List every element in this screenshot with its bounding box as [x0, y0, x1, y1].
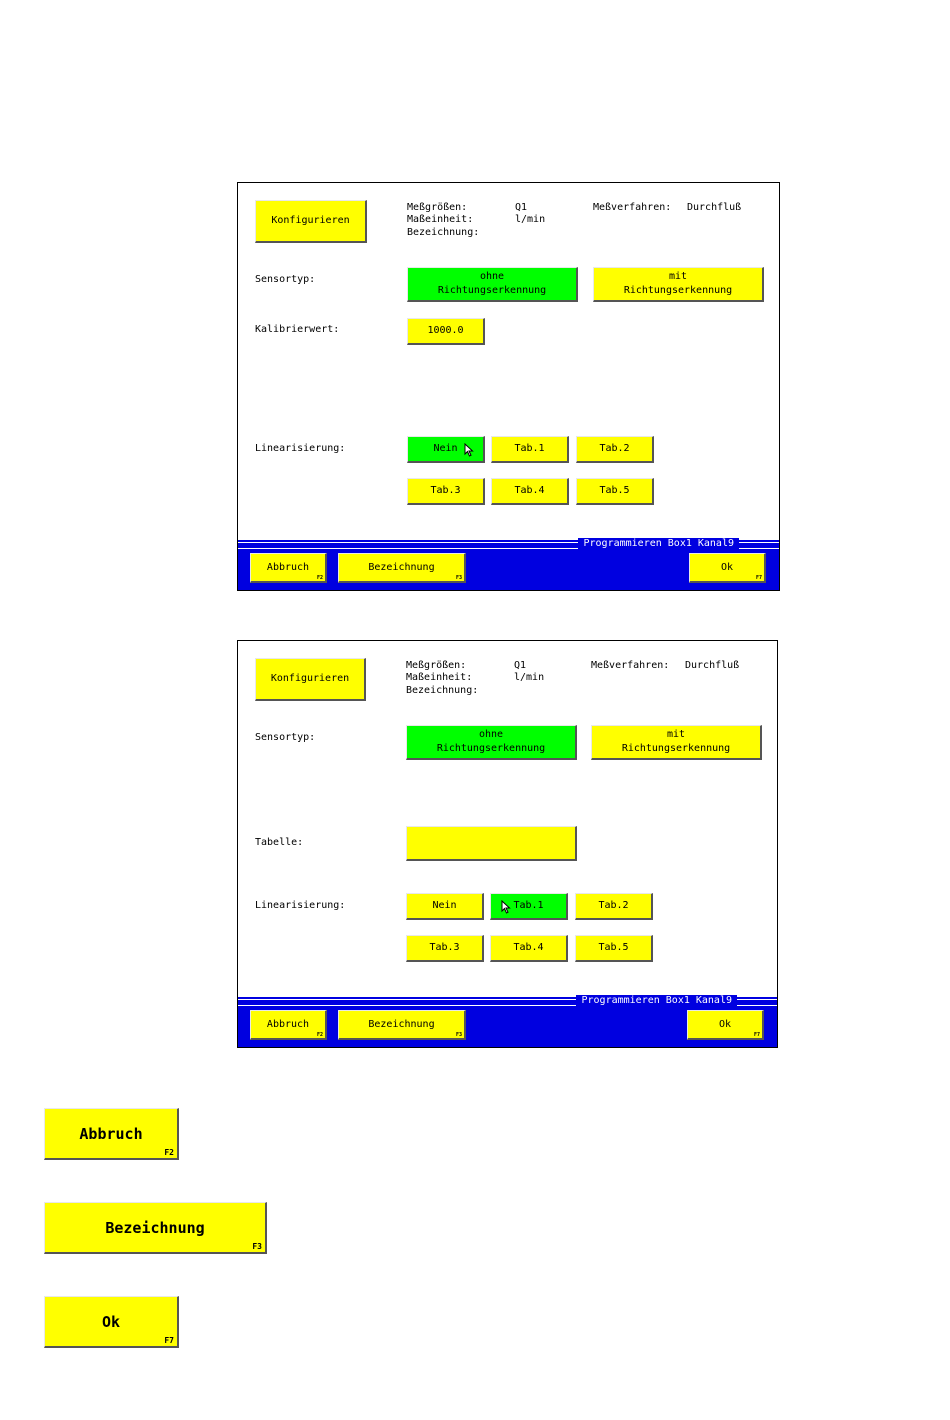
masseinheit-value: l/min [514, 672, 545, 683]
ok-label: Ok [718, 1018, 732, 1030]
sensor-ohne-line1: ohne [479, 271, 505, 282]
kalibrierwert-field[interactable] [407, 318, 485, 345]
mouse-cursor-icon [464, 443, 474, 457]
legend-ok-label: Ok [101, 1312, 121, 1331]
linear-tab2-label: Tab.2 [598, 900, 629, 911]
konfigurieren-button[interactable] [255, 200, 367, 243]
linear-nein-label: Nein [432, 900, 457, 911]
sensor-ohne-richtungserkennung-button[interactable] [406, 725, 577, 760]
linear-nein-label: Nein [433, 443, 458, 454]
abbruch-label: Abbruch [266, 561, 310, 573]
status-bar [238, 997, 777, 1047]
legend-abbruch-key: F2 [164, 1148, 174, 1157]
messverfahren-value: Durchfluß [685, 660, 740, 671]
sensor-mit-line2: Richtungserkennung [623, 285, 733, 296]
screen-kalibrierwert [237, 182, 780, 591]
bezeichnung-info-label: Bezeichnung: [406, 685, 479, 696]
messverfahren-value: Durchfluß [687, 202, 742, 213]
abbruch-button[interactable] [250, 553, 327, 583]
sensor-ohne-line1: ohne [478, 729, 504, 740]
bar-title: Programmieren Box1 Kanal9 [576, 995, 737, 1007]
bezeichnung-button[interactable] [338, 1010, 466, 1040]
masseinheit-label: Maßeinheit: [406, 672, 473, 683]
ok-button[interactable] [689, 553, 766, 583]
masseinheit-value: l/min [515, 214, 546, 225]
konfigurieren-button[interactable] [255, 658, 366, 701]
tabelle-field[interactable] [406, 826, 577, 861]
messgroessen-value: Q1 [514, 660, 527, 671]
ok-key: F7 [755, 575, 762, 581]
sensortyp-label: Sensortyp: [255, 274, 316, 285]
mouse-cursor-icon [501, 900, 511, 914]
linear-tab5-button[interactable] [576, 478, 654, 505]
bezeichnung-button[interactable] [338, 553, 466, 583]
sensor-ohne-line2: Richtungserkennung [436, 743, 546, 754]
linear-tab3-button[interactable] [407, 478, 485, 505]
kalibrierwert-value: 1000.0 [427, 325, 464, 336]
sensor-mit-richtungserkennung-button[interactable] [593, 267, 764, 302]
linear-tab1-button[interactable] [491, 436, 569, 463]
linear-tab3-label: Tab.3 [429, 942, 460, 953]
messgroessen-label: Meßgrößen: [406, 660, 467, 671]
kalibrierwert-label: Kalibrierwert: [255, 324, 340, 335]
messgroessen-value: Q1 [515, 202, 528, 213]
sensor-ohne-richtungserkennung-button[interactable] [407, 267, 578, 302]
konfigurieren-label: Konfigurieren [270, 673, 350, 684]
legend-bezeichnung-label: Bezeichnung [105, 1218, 205, 1237]
legend-bezeichnung-key: F3 [252, 1242, 262, 1251]
konfigurieren-label: Konfigurieren [271, 215, 350, 226]
linear-tab4-button[interactable] [491, 478, 569, 505]
status-bar [238, 540, 779, 590]
sensor-mit-richtungserkennung-button[interactable] [591, 725, 762, 760]
bezeichnung-label: Bezeichnung [368, 1018, 435, 1030]
linear-tab1-label: Tab.1 [514, 443, 545, 454]
ok-button[interactable] [687, 1010, 764, 1040]
messgroessen-label: Meßgrößen: [407, 202, 468, 213]
ok-key: F7 [753, 1032, 760, 1038]
masseinheit-label: Maßeinheit: [407, 214, 474, 225]
linear-tab5-label: Tab.5 [598, 942, 629, 953]
linear-tab4-label: Tab.4 [513, 942, 544, 953]
messverfahren-label: Meßverfahren: [591, 660, 670, 671]
legend-ok-button[interactable] [44, 1296, 179, 1348]
linear-tab3-button[interactable] [406, 935, 484, 962]
tabelle-label: Tabelle: [255, 837, 304, 848]
linear-tab5-label: Tab.5 [599, 485, 630, 496]
linear-tab4-button[interactable] [490, 935, 568, 962]
bezeichnung-key: F3 [455, 575, 462, 581]
legend-abbruch-button[interactable] [44, 1108, 179, 1160]
linearisierung-label: Linearisierung: [255, 443, 346, 454]
linear-tab4-label: Tab.4 [514, 485, 545, 496]
bezeichnung-label: Bezeichnung [368, 561, 435, 573]
linear-tab2-button[interactable] [575, 893, 653, 920]
bar-title: Programmieren Box1 Kanal9 [578, 538, 739, 550]
bezeichnung-key: F3 [455, 1032, 462, 1038]
linearisierung-label: Linearisierung: [255, 900, 346, 911]
linear-tab3-label: Tab.3 [430, 485, 461, 496]
sensor-mit-line2: Richtungserkennung [621, 743, 731, 754]
sensor-ohne-line2: Richtungserkennung [437, 285, 547, 296]
sensor-mit-line1: mit [668, 271, 688, 282]
legend-abbruch-label: Abbruch [79, 1124, 143, 1143]
linear-tab1-label: Tab.1 [513, 900, 544, 911]
abbruch-button[interactable] [250, 1010, 327, 1040]
linear-tab2-button[interactable] [576, 436, 654, 463]
legend-bezeichnung-button[interactable] [44, 1202, 267, 1254]
screen-tabelle [237, 640, 778, 1048]
abbruch-label: Abbruch [266, 1018, 310, 1030]
sensor-mit-line1: mit [666, 729, 686, 740]
legend-ok-key: F7 [164, 1336, 174, 1345]
ok-label: Ok [720, 561, 734, 573]
abbruch-key: F2 [316, 1032, 323, 1038]
messverfahren-label: Meßverfahren: [593, 202, 672, 213]
sensortyp-label: Sensortyp: [255, 732, 316, 743]
bezeichnung-info-label: Bezeichnung: [407, 227, 480, 238]
linear-tab5-button[interactable] [575, 935, 653, 962]
linear-tab2-label: Tab.2 [599, 443, 630, 454]
abbruch-key: F2 [316, 575, 323, 581]
linear-nein-button[interactable] [406, 893, 484, 920]
